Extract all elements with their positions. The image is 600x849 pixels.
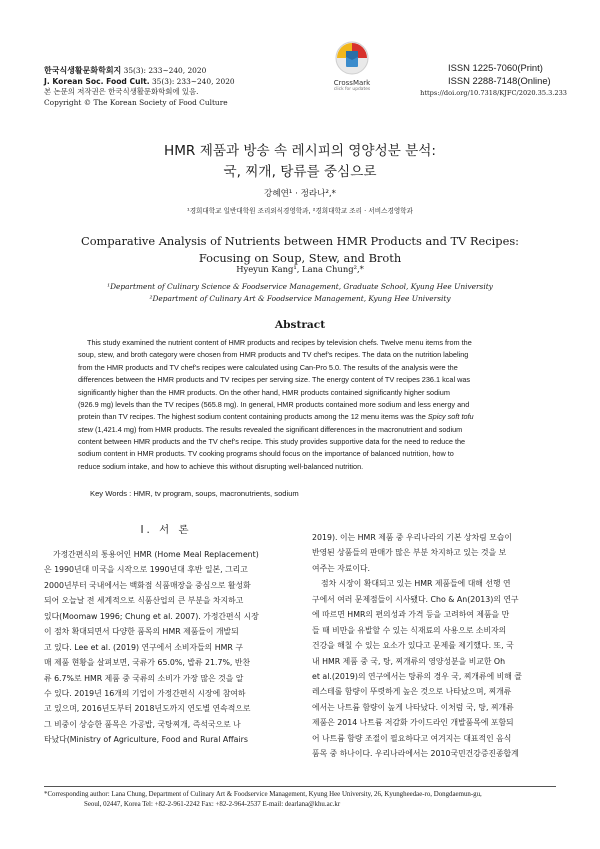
text-line: 되어 오늘날 전 세계적으로 식품산업의 큰 부분을 차지하고 xyxy=(44,596,244,606)
text-line: content between HMR products and the TV chef’s recipe. This study provides supportive data for the need to reduce the xyxy=(78,437,466,446)
text-line: 품목 중 하나이다. 우리나라에서는 2010국민건강증진종합계 xyxy=(312,749,519,759)
title-en-line: Focusing on Soup, Stew, and Broth xyxy=(198,250,402,265)
text-line: soup, stew, and broth category were chosen from HMR products and TV chef’s recipes. The data on the nutrition labeling xyxy=(78,350,469,360)
title-en-line: Comparative Analysis of Nutrients between HMR Products and TV Recipes: xyxy=(80,234,520,248)
text-line: 가정간편식의 통용어인 HMR (Home Meal Replacement) xyxy=(53,550,259,559)
text-line: 고 있으며, 2016년도부터 2018년도까지 연도별 연속적으로 xyxy=(44,704,251,714)
footnote-divider xyxy=(44,786,556,787)
text-line: 점차 시장이 확대되고 있는 HMR 제품들에 대해 선행 연 xyxy=(321,579,511,589)
text-line: 그 비중이 상승한 품목은 가공밥, 국탕찌개, 즉석국으로 나 xyxy=(44,719,241,729)
text-line: 이 점차 확대되면서 다양한 품목의 HMR 제품들이 개발되 xyxy=(44,627,239,637)
text-line: 있다(Moomaw 1996; Chung et al. 2007). 가정간편식 시장 xyxy=(44,611,259,621)
text-line: 에 따르면 HMR의 편의성과 가격 등을 고려하여 제품을 만 xyxy=(312,610,510,620)
issn-print: ISSN 1225-7060(Print) xyxy=(448,62,543,73)
affiliation-korean: ¹경희대학교 일반대학원 조리외식경영학과, ²경희대학교 조리 · 서비스경영학과 xyxy=(187,207,413,215)
text-line: 타났다(Ministry of Agriculture, Food and Rural Affairs xyxy=(44,735,248,745)
issn-online: ISSN 2288-7148(Online) xyxy=(448,74,551,86)
text-line: et al.(2019)의 연구에서는 탕류의 경우 국, 찌개류에 비해 콜 xyxy=(312,671,522,681)
text-line: protein than TV recipes. The highest sodium content containing products among the 12 menu items was the Spicy soft tofu xyxy=(78,412,474,422)
journal-volume-en: 35(3): 233~240, 2020 xyxy=(151,76,235,86)
text-line: 들 때 비만을 유발할 수 있는 식재료의 사용으로 소비자의 xyxy=(312,625,507,635)
text-line: 제품은 2014 나트륨 저감화 가이드라인 개발품목에 포함되 xyxy=(312,718,514,728)
keywords: Key Words : HMR, tv program, soups, macronutrients, sodium xyxy=(90,489,299,498)
text-line: 건강을 해칠 수 있는 요소가 있다고 문제를 제기했다. 또, 국 xyxy=(312,641,514,651)
crossmark-sublabel: click for updates xyxy=(333,87,371,92)
copyright-line: Copyright © The Korean Society of Food Culture xyxy=(44,97,228,107)
text-line: stew (1,421.4 mg) from HMR products. The results revealed the significant differences in the macronutrient and sodium xyxy=(78,424,463,434)
text-line: 고 있다. Lee et al. (2019) 연구에서 소비자들의 HMR 구 xyxy=(44,642,243,652)
authors-korean: 강혜연¹ · 정라나²,* xyxy=(264,189,336,199)
authors-english: Hyeyun Kang¹, Lana Chung²,* xyxy=(236,264,364,274)
affiliation-line: ¹Department of Culinary Science & Foodservice Management, Graduate School, Kyung Hee University xyxy=(107,282,493,291)
title-ko-line: HMR 제품과 방송 속 레시피의 영양성분 분석: xyxy=(163,143,436,159)
title-korean xyxy=(60,141,540,183)
text-line: 에서는 나트륨 함량이 높게 나타났다. 이처럼 국, 탕, 찌개류 xyxy=(312,702,514,712)
doi-link[interactable]: https://doi.org/10.7318/KJFC/2020.35.3.233 xyxy=(420,89,567,98)
text-line: 2019). 이는 HMR 제품 중 우리나라의 기본 상차림 모습이 xyxy=(312,533,512,542)
left-column-text xyxy=(44,547,288,748)
journal-name-ko: 한국식생활문화학회지 xyxy=(44,66,122,75)
footnote-corresponding-author xyxy=(44,790,556,810)
right-column-text xyxy=(312,530,556,762)
text-line: 반영된 상품들의 판매가 많은 부분 차지하고 있는 것을 보 xyxy=(312,548,507,558)
text-line: sodium content in HMR products. TV cooking programs should focus on the importance of balanced nutrition, how to xyxy=(78,449,454,459)
text-line: reduce sodium intake, and how to achieve this without disrupting well-balanced nutrition. xyxy=(78,461,364,471)
text-line: This study examined the nutrient content of HMR products and recipes by television chefs. Twelve menu items from the xyxy=(87,338,472,347)
copyright-notice-ko: 본 논문의 저작권은 한국식생활문화학회에 있음. xyxy=(44,87,199,97)
crossmark-badge[interactable] xyxy=(325,40,379,92)
text-line: 류 6.7%로 HMR 제품 중 국류의 소비가 가장 많은 것을 알 xyxy=(44,673,244,683)
text-line: 레스테롤 함량이 뚜렷하게 높은 것으로 나타났으며, 찌개류 xyxy=(312,687,512,697)
text-line: 구에서 여러 문제점들이 시사됐다. Cho & An(2013)의 연구 xyxy=(312,594,519,604)
text-line: 은 1990년대 미국을 시작으로 1990년대 후반 일본, 그리고 xyxy=(44,565,248,575)
journal-volume-ko: 35(3): 233~240, 2020 xyxy=(123,66,207,75)
crossmark-label: CrossMark xyxy=(333,79,371,87)
journal-header xyxy=(44,66,294,108)
abstract-heading: Abstract xyxy=(274,319,326,331)
footnote-line: Seoul, 02447, Korea Tel: +82-2-961-2242 Fax: +82-2-964-2537 E-mail: dearlana@khu.ac.kr xyxy=(84,801,341,808)
text-line: (926.9 mg) levels than the TV recipes (565.8 mg). In general, HMR products contained more sodium and less energy and xyxy=(78,399,470,409)
affiliation-english xyxy=(60,281,540,304)
text-line: differences between the HMR products and TV recipes per serving size. The energy content of TV recipes 236.1 kcal was xyxy=(78,375,471,385)
crossmark-icon xyxy=(334,40,370,78)
affiliation-line: ²Department of Culinary Art & Foodservice Management, Kyung Hee University xyxy=(149,293,451,303)
abstract-body xyxy=(78,337,524,473)
text-line: 내 HMR 제품 중 국, 탕, 찌개류의 영양성분을 비교한 Oh xyxy=(312,656,506,666)
title-english xyxy=(60,233,540,266)
text-line: 수 있다. 2019년 16개의 기업이 가정간편식 시장에 참여하 xyxy=(44,688,246,698)
text-line: 어 나트륨 함량 조절이 필요하다고 여겨지는 대표적인 음식 xyxy=(312,733,512,743)
text-line: from the HMR products and TV chef’s recipes were calculated using Can-Pro 5.0. The results of the analysis were the xyxy=(78,362,458,372)
text-line: 2000년부터 국내에서는 백화점 식품매장을 중심으로 활성화 xyxy=(44,580,251,590)
section-heading-introduction: I. 서 론 xyxy=(140,524,192,536)
journal-name-en: J. Korean Soc. Food Cult. xyxy=(44,76,150,86)
text-line: 여주는 자료이다. xyxy=(312,563,371,573)
issn-block xyxy=(392,62,567,97)
footnote-line: *Corresponding author: Lana Chung, Department of Culinary Art & Foodservice Management, Kyung Hee University, 26, Kyungheedae-ro, Dongdaemun-gu, xyxy=(44,791,482,798)
text-line: significantly higher than the HMR products. On the other hand, HMR products contained significantly higher sodium xyxy=(78,387,450,397)
title-ko-line: 국, 찌개, 탕류를 중심으로 xyxy=(223,164,377,180)
text-line: 매 제품 현황을 살펴보면, 국류가 65.0%, 밥류 21.7%, 반찬 xyxy=(44,658,251,668)
